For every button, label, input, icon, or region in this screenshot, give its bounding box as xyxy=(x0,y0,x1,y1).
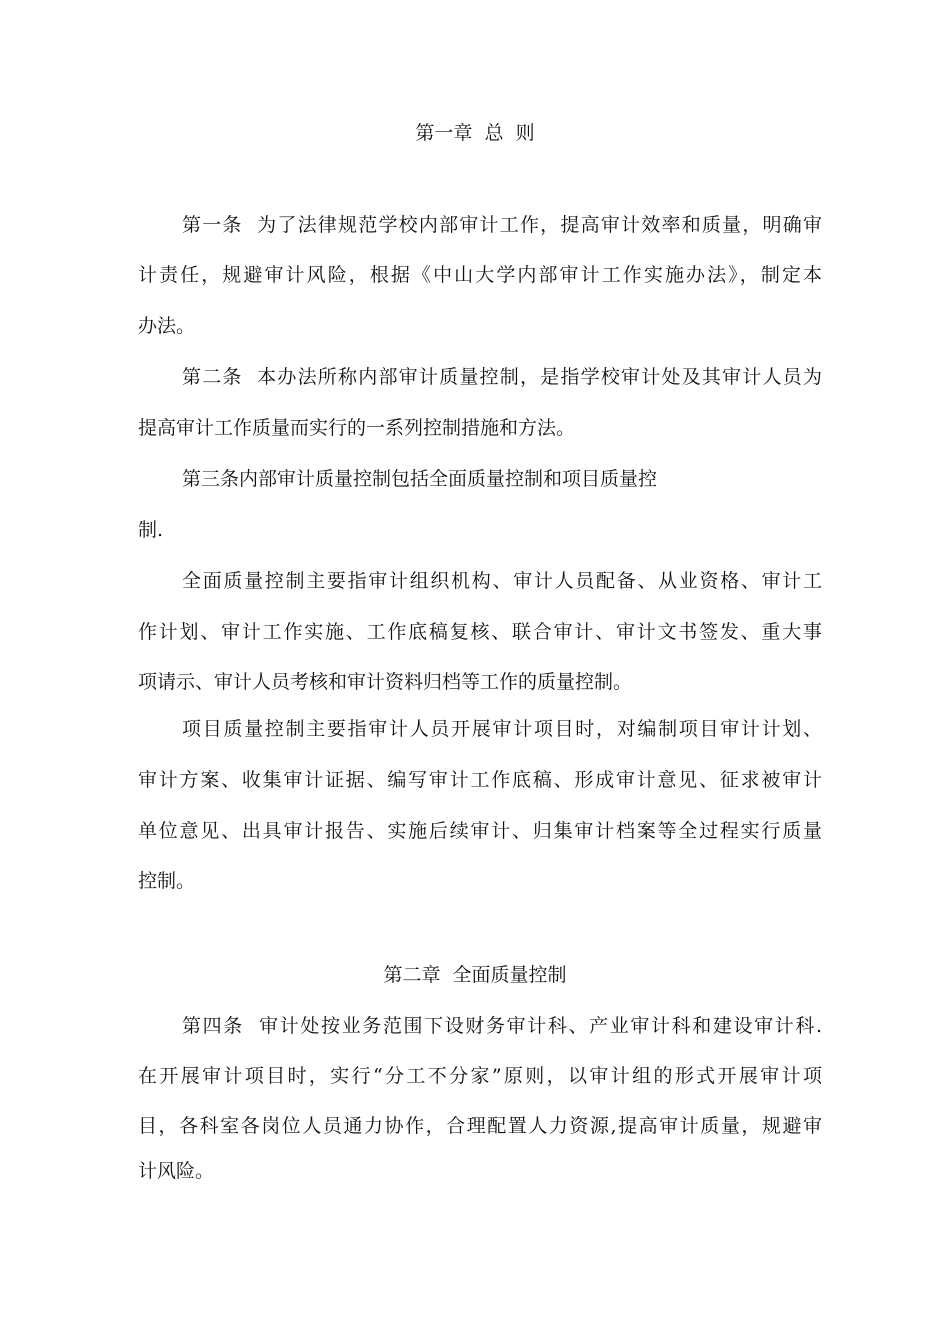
article-4-line-1: 第四条 审计处按业务范围下设财务审计科、产业审计科和建设审计科. xyxy=(182,1015,822,1037)
article-1-line-1: 第一条 为了法律规范学校内部审计工作，提高审计效率和质量，明确审 xyxy=(182,214,822,236)
article-2-line-1: 第二条 本办法所称内部审计质量控制，是指学校审计处及其审计人员为 xyxy=(182,366,822,388)
article-4-line-4: 计风险。 xyxy=(138,1160,215,1182)
chapter-2-title: 第二章 全面质量控制 xyxy=(383,964,567,986)
overall-control-line-2: 作计划、审计工作实施、工作底稿复核、联合审计、审计文书签发、重大事 xyxy=(138,621,822,643)
article-1-line-2: 计责任，规避审计风险，根据《中山大学内部审计工作实施办法》，制定本 xyxy=(138,264,822,286)
chapter-1-title: 第一章 总 则 xyxy=(415,122,535,144)
project-control-line-3: 单位意见、出具审计报告、实施后续审计、归集审计档案等全过程实行质量 xyxy=(138,820,822,842)
overall-control-line-3: 项请示、审计人员考核和审计资料归档等工作的质量控制。 xyxy=(138,671,633,693)
article-3-line-2: 制. xyxy=(138,519,164,541)
article-4-line-3: 目，各科室各岗位人员通力协作，合理配置人力资源,提高审计质量，规避审 xyxy=(138,1115,822,1137)
project-control-line-4: 控制。 xyxy=(138,870,196,892)
project-control-line-2: 审计方案、收集审计证据、编写审计工作底稿、形成审计意见、征求被审计 xyxy=(138,769,822,791)
project-control-line-1: 项目质量控制主要指审计人员开展审计项目时，对编制项目审计计划、 xyxy=(182,718,822,740)
article-3-line-1: 第三条内部审计质量控制包括全面质量控制和项目质量控 xyxy=(182,468,658,490)
article-1-line-3: 办法。 xyxy=(138,315,196,337)
article-4-line-2: 在开展审计项目时，实行“分工不分家”原则，以审计组的形式开展审计项 xyxy=(138,1065,822,1087)
overall-control-line-1: 全面质量控制主要指审计组织机构、审计人员配备、从业资格、审计工 xyxy=(182,570,822,592)
article-2-line-2: 提高审计工作质量而实行的一系列控制措施和方法。 xyxy=(138,417,576,439)
